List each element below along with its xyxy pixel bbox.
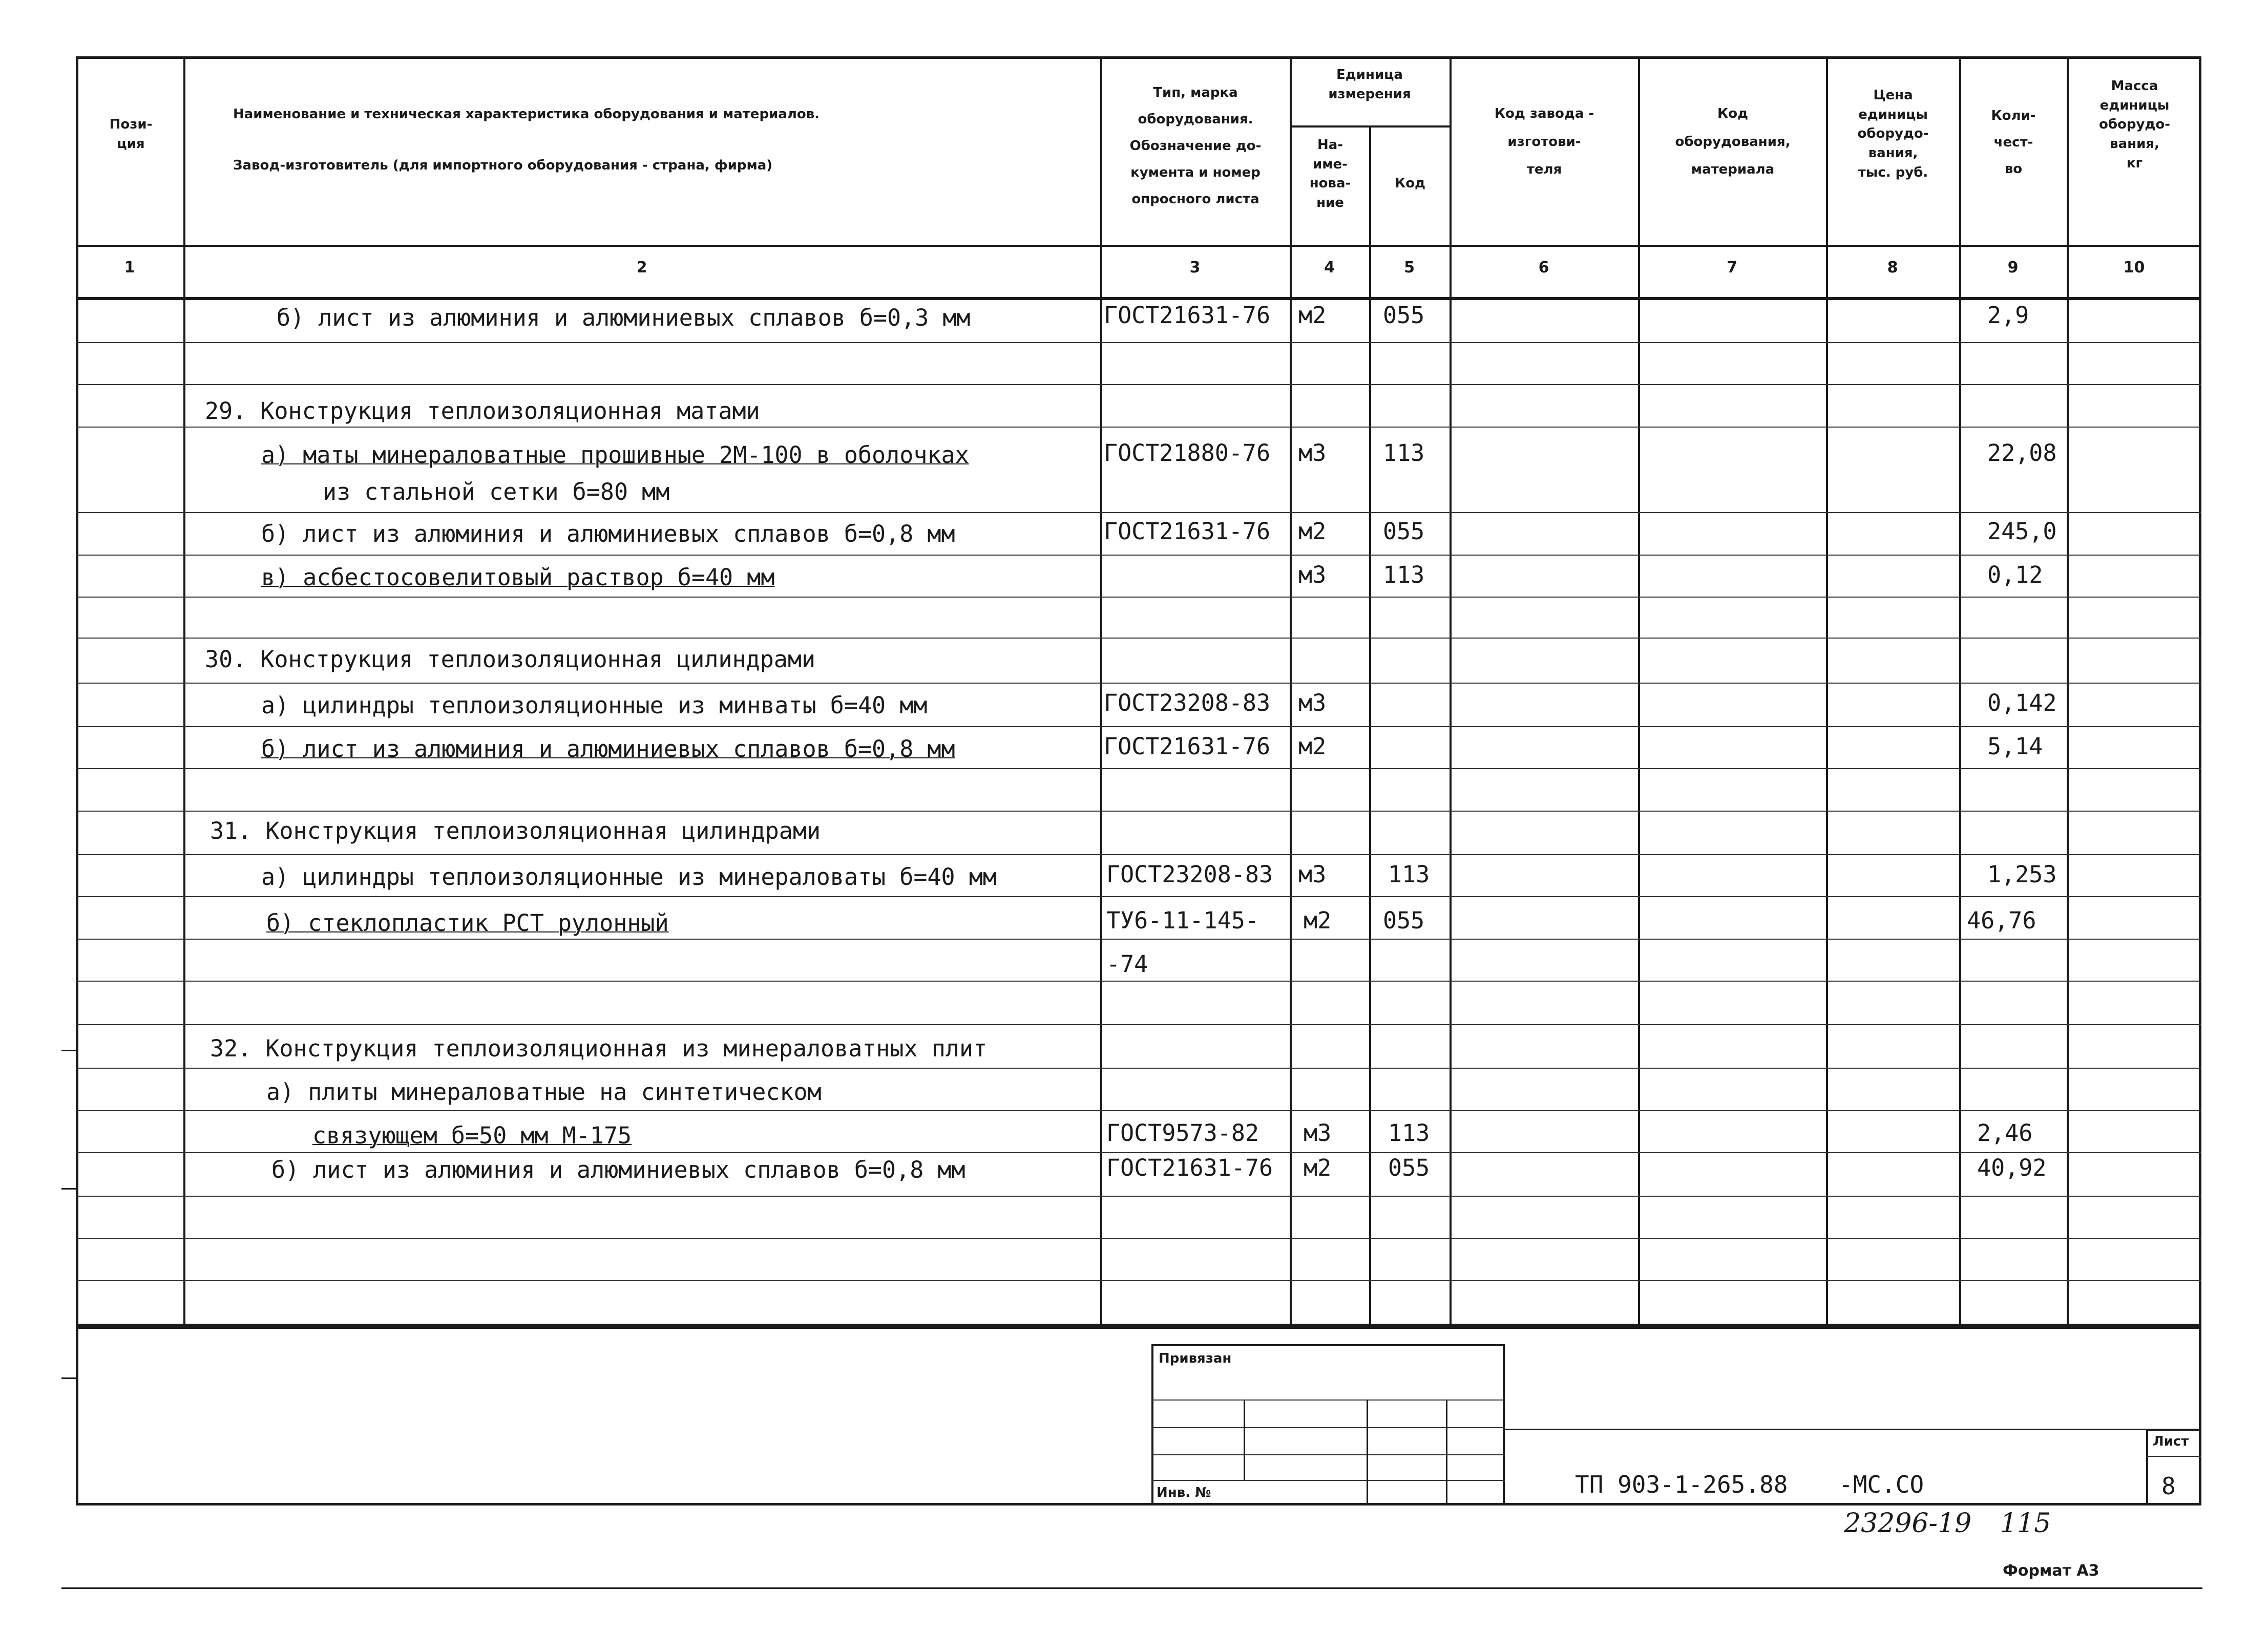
col-divider — [1450, 56, 1452, 1329]
row-doc: ГОСТ23208-83 — [1104, 689, 1271, 716]
row-line — [76, 726, 2201, 727]
row-doc: -74 — [1106, 950, 1148, 978]
header-position: Пози- ция — [109, 117, 153, 152]
row-name: б) лист из алюминия и алюминиевых сплавов б=0,8 мм — [261, 735, 955, 762]
row-qty: 0,142 — [1987, 689, 2057, 716]
stamp-col — [1446, 1399, 1447, 1505]
row-name: а) цилиндры теплоизоляционные из минваты б=40 мм — [261, 692, 928, 719]
row-doc: ТУ6-11-145- — [1106, 907, 1259, 934]
header-bottom-line — [76, 245, 2201, 247]
row-doc: ГОСТ21631-76 — [1104, 518, 1271, 545]
col-divider — [1369, 125, 1371, 1329]
column-number: 2 — [636, 259, 647, 277]
row-unit: м2 — [1298, 518, 1327, 545]
header-quantity: Коли- чест- во — [1991, 108, 2036, 177]
column-number: 9 — [2007, 259, 2019, 277]
sheet-divider — [2146, 1456, 2201, 1457]
row-qty: 40,92 — [1977, 1154, 2047, 1181]
row-unit: м3 — [1298, 561, 1327, 588]
row-code: 113 — [1383, 439, 1425, 466]
col-divider — [1959, 56, 1961, 1329]
row-line — [76, 342, 2201, 343]
col-divider — [183, 56, 185, 1329]
row-doc: ГОСТ9573-82 — [1106, 1119, 1259, 1147]
row-code: 055 — [1383, 302, 1425, 329]
row-line — [76, 638, 2201, 639]
row-name: 32. Конструкция теплоизоляционная из минераловатных плит — [210, 1035, 988, 1062]
stamp-line — [1151, 1427, 1505, 1428]
row-doc: ГОСТ21631-76 — [1104, 733, 1271, 760]
row-line — [76, 939, 2201, 940]
row-unit: м2 — [1304, 907, 1332, 934]
row-qty: 245,0 — [1987, 518, 2057, 545]
row-code: 055 — [1388, 1154, 1430, 1181]
stamp-inv-no: Инв. № — [1157, 1485, 1211, 1500]
row-qty: 46,76 — [1967, 907, 2036, 934]
row-code: 055 — [1383, 907, 1425, 934]
header-manufacturer-code: Код завода - изготови- теля — [1494, 106, 1594, 178]
row-name: б) лист из алюминия и алюминиевых сплавов б=0,8 мм — [261, 520, 955, 547]
margin-tick — [61, 1188, 77, 1190]
stamp-col — [1367, 1399, 1368, 1505]
margin-tick — [61, 1377, 77, 1379]
row-qty: 22,08 — [1987, 439, 2057, 466]
row-name: в) асбестосовелитовый раствор б=40 мм — [261, 564, 775, 591]
sheet-number: 8 — [2161, 1472, 2176, 1500]
row-doc: ГОСТ21880-76 — [1104, 439, 1271, 466]
stamp-line — [1151, 1454, 1505, 1455]
row-name: а) цилиндры теплоизоляционные из минераловаты б=40 мм — [261, 863, 997, 890]
header-price: Цена единицы оборудо- вания, тыс. руб. — [1857, 88, 1929, 180]
header-mass: Масса единицы оборудо- вания, кг — [2098, 78, 2171, 171]
row-line — [76, 512, 2201, 513]
row-unit: м3 — [1298, 689, 1327, 716]
column-number: 8 — [1887, 259, 1898, 277]
row-code: 113 — [1388, 1119, 1430, 1147]
row-doc: ГОСТ21631-76 — [1104, 302, 1271, 329]
row-unit: м3 — [1304, 1119, 1332, 1147]
row-line — [76, 1152, 2201, 1153]
row-qty: 2,46 — [1977, 1119, 2033, 1147]
margin-tick — [61, 1050, 77, 1051]
stamp-box — [1151, 1344, 1505, 1505]
row-name: 29. Конструкция теплоизоляционная матами — [205, 397, 760, 425]
row-qty: 0,12 — [1987, 561, 2043, 588]
header-equipment-code: Код оборудования, материала — [1675, 106, 1791, 178]
col-divider — [2067, 56, 2069, 1329]
row-line — [76, 384, 2201, 385]
column-number: 4 — [1324, 259, 1335, 277]
row-unit: м2 — [1298, 733, 1327, 760]
row-name: 30. Конструкция теплоизоляционная цилиндрами — [205, 646, 816, 673]
row-name: 31. Конструкция теплоизоляционная цилиндрами — [210, 817, 821, 844]
column-number: 7 — [1727, 259, 1737, 277]
row-line — [76, 1068, 2201, 1069]
header-unit-code: Код — [1394, 176, 1426, 191]
unit-group-divider — [1290, 125, 1450, 128]
title-block-line — [1505, 1429, 2201, 1430]
row-line — [76, 1110, 2201, 1111]
row-doc: ГОСТ21631-76 — [1106, 1154, 1273, 1181]
row-line — [76, 1196, 2201, 1197]
row-unit: м3 — [1298, 439, 1327, 466]
row-line — [76, 683, 2201, 684]
column-number: 5 — [1404, 259, 1415, 277]
doc-code: ТП 903-1-265.88 — [1575, 1471, 1788, 1498]
column-number: 10 — [2123, 259, 2145, 277]
row-name: б) лист из алюминия и алюминиевых сплавов б=0,8 мм — [271, 1156, 965, 1183]
row-doc: ГОСТ23208-83 — [1106, 861, 1273, 888]
row-name: из стальной сетки б=80 мм — [323, 478, 670, 505]
stamp-linked: Привязан — [1159, 1351, 1232, 1366]
row-name: а) плиты минераловатные на синтетическом — [266, 1078, 822, 1106]
row-name: а) маты минераловатные прошивные 2М-100 в оболочках — [261, 441, 969, 469]
stamp-line — [1151, 1480, 1505, 1481]
sheet-label: Лист — [2153, 1434, 2189, 1449]
row-name: связующем б=50 мм М-175 — [312, 1122, 632, 1149]
stamp-line — [1151, 1399, 1505, 1401]
row-code: 113 — [1383, 561, 1425, 588]
row-code: 113 — [1388, 861, 1430, 888]
row-qty: 5,14 — [1987, 733, 2043, 760]
numbers-bottom-line — [76, 297, 2201, 300]
row-code: 055 — [1383, 518, 1425, 545]
row-line — [76, 427, 2201, 428]
header-unit-group: Единица измерения — [1328, 67, 1411, 102]
col-divider — [1826, 56, 1828, 1329]
row-line — [76, 768, 2201, 769]
handwritten-number: 23296-19 — [1844, 1508, 1972, 1539]
column-number: 6 — [1538, 259, 1549, 277]
header-name-line1: Наименование и техническая характеристика оборудования и материалов. — [233, 107, 820, 122]
header-name-line2: Завод-изготовитель (для импортного оборудования - страна, фирма) — [233, 158, 773, 173]
row-line — [76, 981, 2201, 982]
col-divider — [1100, 56, 1102, 1329]
column-number: 3 — [1189, 259, 1201, 277]
page-bottom-line — [61, 1587, 2202, 1589]
row-unit: м2 — [1298, 302, 1327, 329]
row-line — [76, 896, 2201, 897]
row-name: б) стеклопластик РСТ рулонный — [266, 909, 669, 937]
row-line — [76, 597, 2201, 598]
row-qty: 2,9 — [1987, 302, 2029, 329]
col-divider — [1290, 56, 1292, 1329]
row-qty: 1,253 — [1987, 861, 2057, 888]
row-line — [76, 1280, 2201, 1281]
row-line — [76, 811, 2201, 812]
row-line — [76, 1238, 2201, 1239]
row-unit: м2 — [1304, 1154, 1332, 1181]
column-number: 1 — [124, 259, 135, 277]
row-line — [76, 854, 2201, 855]
row-line — [76, 555, 2201, 556]
doc-suffix: -МС.СО — [1839, 1471, 1924, 1498]
row-name: б) лист из алюминия и алюминиевых сплавов б=0,3 мм — [277, 304, 971, 331]
row-line — [76, 1024, 2201, 1025]
handwritten-page: 115 — [2000, 1508, 2051, 1539]
header-type: Тип, марка оборудования. Обозначение до- кумента и номер опросного листа — [1129, 85, 1262, 207]
header-unit-name: На- име- нова- ние — [1309, 137, 1351, 211]
stamp-col — [1244, 1399, 1245, 1480]
format-label: Формат А3 — [2003, 1562, 2099, 1580]
col-divider — [1638, 56, 1640, 1329]
row-unit: м3 — [1298, 861, 1327, 888]
